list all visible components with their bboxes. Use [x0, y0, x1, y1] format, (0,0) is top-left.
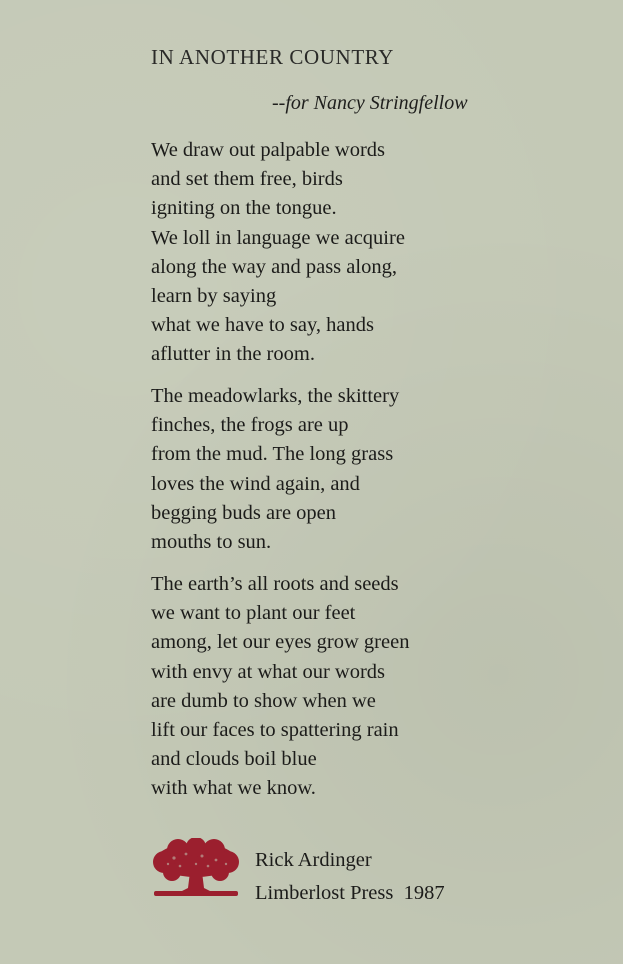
poem-line: The earth’s all roots and seeds — [151, 573, 399, 595]
poem-line: The meadowlarks, the skittery — [151, 385, 400, 407]
poem-line: from the mud. The long grass — [151, 443, 394, 466]
stanza-3 — [151, 570, 571, 804]
poem-line: lift our faces to spattering rain — [151, 719, 399, 742]
poem-line: mouths to sun. — [151, 531, 272, 554]
poem-line: along the way and pass along, — [151, 255, 397, 278]
poem-line: igniting on the tongue. — [151, 197, 337, 220]
poem-line: with envy at what our words — [151, 660, 385, 683]
poem-line: loves the wind again, and — [151, 472, 360, 495]
poem-line: with what we know. — [151, 777, 316, 800]
poem-line: we want to plant our feet — [151, 602, 356, 625]
dedication: --for Nancy Stringfellow — [272, 92, 468, 114]
poem-line: begging buds are open — [151, 501, 337, 524]
poem-line: aflutter in the room. — [151, 343, 315, 366]
poem-line: and clouds boil blue — [151, 748, 317, 771]
author-name: Rick Ardinger — [255, 849, 372, 871]
poem-title: IN ANOTHER COUNTRY — [151, 45, 394, 69]
poem-line: finches, the frogs are up — [151, 414, 349, 437]
poem-line: We draw out palpable words — [151, 139, 386, 161]
poem-line: what we have to say, hands — [151, 314, 374, 337]
poem-line: and set them free, birds — [151, 168, 343, 191]
stanza-2 — [151, 382, 571, 557]
poem-line: learn by saying — [151, 285, 277, 308]
poem-line: are dumb to show when we — [151, 689, 376, 712]
poem-line: We loll in language we acquire — [151, 226, 405, 249]
poem-line: among, let our eyes grow green — [151, 631, 410, 654]
stanza-1 — [151, 136, 571, 370]
press-imprint: Limberlost Press 1987 — [255, 882, 445, 904]
colophon — [255, 844, 445, 910]
tree-icon — [150, 838, 242, 900]
